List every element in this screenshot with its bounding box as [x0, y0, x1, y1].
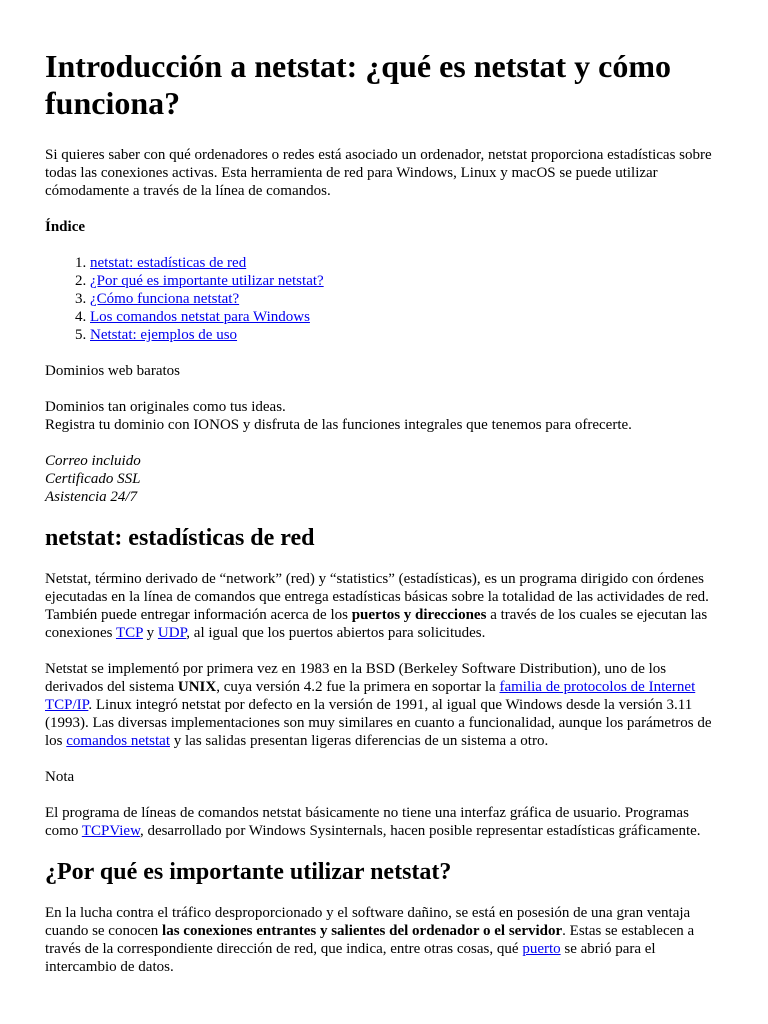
section-heading-por-que: ¿Por qué es importante utilizar netstat? — [45, 859, 452, 885]
text-run: Netstat, término derivado de “network” (red) y “statistics” (estadísticas), es un programa dirigido con órdenes ejecutadas en la línea de comandos que entrega estadísticas básicas sobre la totalidad de las actividades de red. También puede entregar información acerca de los — [45, 571, 709, 623]
ad-feature: Correo incluido — [45, 453, 141, 469]
section2-paragraph-1 — [45, 904, 723, 976]
text-run: y las salidas presentan ligeras diferencias de un sistema a otro. — [170, 733, 549, 749]
protocol-family-link[interactable]: familia de protocolos de Internet TCP/IP — [45, 679, 696, 713]
bold-text: puertos y direcciones — [351, 607, 487, 623]
text-run: se abrió para el intercambio de datos. — [45, 941, 656, 975]
ad-heading: Dominios web baratos — [45, 363, 180, 379]
index-item — [90, 272, 723, 290]
text-run: Netstat se implementó por primera vez en 1983 en la BSD (Berkeley Software Distribution), uno de los derivados del sistema — [45, 661, 667, 695]
netstat-commands-link[interactable]: comandos netstat — [66, 733, 170, 749]
text-run: , al igual que los puertos abiertos para solicitudes. — [186, 625, 486, 641]
text-run: , cuya versión 4.2 fue la primera en soportar la — [216, 679, 500, 695]
page-title: Introducción a netstat: ¿qué es netstat y cómo funciona? — [45, 48, 672, 121]
section1-paragraph-1 — [45, 570, 723, 642]
section-heading-estadisticas: netstat: estadísticas de red — [45, 525, 315, 551]
ad-line-1: Dominios tan originales como tus ideas. — [45, 399, 286, 415]
ad-line-2: Registra tu dominio con IONOS y disfruta de las funciones integrales que tenemos para ofrecerte. — [45, 417, 632, 433]
index-item — [90, 254, 723, 272]
index-heading: Índice — [45, 219, 86, 235]
note-paragraph — [45, 804, 723, 840]
index-item — [90, 290, 723, 308]
index-list — [45, 254, 723, 344]
text-run: y — [142, 625, 158, 641]
text-run: . Estas se establecen a través de la correspondiente dirección de red, que indica, entre otras cosas, qué — [45, 923, 695, 957]
tcp-link[interactable]: TCP — [115, 625, 143, 641]
bold-text: las conexiones entrantes y salientes del ordenador o el servidor — [162, 923, 563, 939]
udp-link[interactable]: UDP — [157, 625, 187, 641]
text-run: , desarrollado por Windows Sysinternals, hacen posible representar estadísticas gráficamente. — [139, 823, 701, 839]
index-item — [90, 308, 723, 326]
index-item — [90, 326, 723, 344]
intro-paragraph: Si quieres saber con qué ordenadores o redes está asociado un ordenador, netstat proporciona estadísticas sobre todas las conexiones activas. Esta herramienta de red para Windows, Linux y macOS se puede utilizar cómodamente a través de la línea de comandos. — [45, 147, 712, 199]
tcpview-link[interactable]: TCPView — [81, 823, 140, 839]
text-run: En la lucha contra el tráfico desproporcionado y el software dañino, se está en posesión de una gran ventaja cuando se conocen — [45, 905, 691, 939]
index-link-estadisticas[interactable]: netstat: estadísticas de red — [90, 255, 247, 271]
text-run: . Linux integró netstat por defecto en la versión de 1991, al igual que Windows desde la versión 3.11 (1993). Las diversas implementaciones son muy similares en cuanto a funcionalidad, aunque los parámetros de los — [45, 697, 712, 749]
ad-features — [45, 452, 723, 506]
index-link-ejemplos[interactable]: Netstat: ejemplos de uso — [90, 327, 238, 343]
text-run: a través de los cuales se ejecutan las conexiones — [45, 607, 708, 641]
index-link-por-que[interactable]: ¿Por qué es importante utilizar netstat? — [90, 273, 324, 289]
section1-paragraph-2 — [45, 660, 723, 750]
bold-text: UNIX — [177, 679, 217, 695]
note-label: Nota — [45, 769, 75, 785]
text-run: El programa de líneas de comandos netstat básicamente no tiene una interfaz gráfica de usuario. Programas como — [45, 805, 689, 839]
port-link[interactable]: puerto — [522, 941, 561, 957]
ad-feature: Certificado SSL — [45, 471, 141, 487]
ad-feature: Asistencia 24/7 — [45, 489, 138, 505]
index-link-comandos-windows[interactable]: Los comandos netstat para Windows — [90, 309, 310, 325]
ad-text — [45, 398, 723, 434]
index-link-como-funciona[interactable]: ¿Cómo funciona netstat? — [90, 291, 240, 307]
